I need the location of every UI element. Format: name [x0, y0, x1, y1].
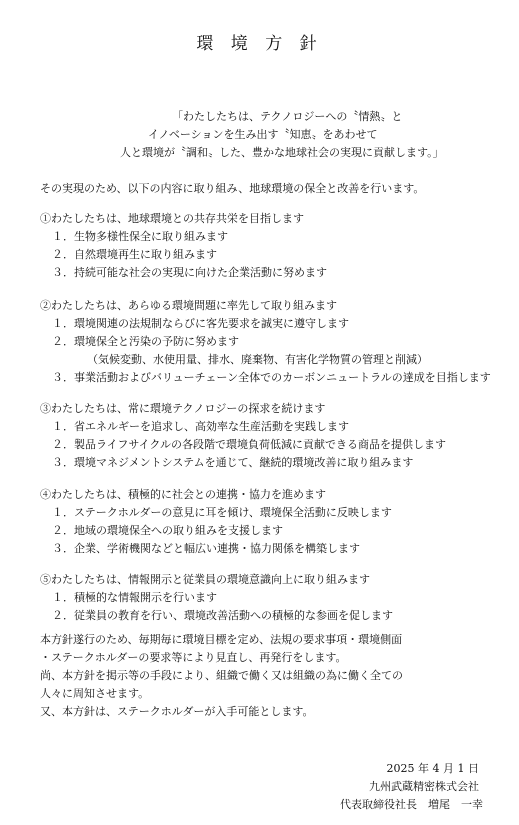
- motto-line-3: 人と環境が〝調和〟した、豊かな地球社会の実現に貢献します。」: [120, 146, 444, 159]
- issue-date: 2025 年 4 月 1 日: [386, 762, 479, 775]
- section-item: ３．持続可能な社会の実現に向けた企業活動に努めます: [52, 266, 327, 279]
- section-item: １．ステークホルダーの意見に耳を傾け、環境保全活動に反映します: [52, 506, 392, 519]
- closing-statement: [40, 631, 403, 721]
- section-item: １．生物多様性保全に取り組みます: [52, 230, 228, 243]
- page-title: 環 境 方 針: [196, 34, 323, 54]
- closing-line: 尚、本方針を掲示等の手段により、組織で働く又は組織の為に働く全ての: [40, 669, 403, 682]
- section-item: １．省エネルギーを追求し、高効率な生産活動を実践します: [52, 420, 349, 433]
- motto-line-1: 「わたしたちは、テクノロジーへの〝情熱〟と: [172, 110, 403, 123]
- policy-section-3: [40, 400, 446, 472]
- section-heading: ①わたしたちは、地球環境との共存共栄を目指します: [40, 212, 304, 225]
- section-item: １．積極的な情報開示を行います: [52, 591, 217, 604]
- section-item: ３．事業活動およびバリューチェーン全体でのカーボンニュートラルの達成を目指します: [52, 371, 491, 384]
- section-item: ３．企業、学術機関などと幅広い連携・協力関係を構築します: [52, 542, 360, 555]
- closing-line: 又、本方針は、ステークホルダーが入手可能とします。: [40, 705, 314, 718]
- section-item-note: （気候変動、水使用量、排水、廃棄物、有害化学物質の管理と削減）: [87, 353, 428, 366]
- section-item: ３．環境マネジメントシステムを通じて、継続的環境改善に取り組みます: [52, 456, 414, 469]
- policy-section-1: [40, 210, 327, 282]
- section-heading: ④わたしたちは、積極的に社会との連携・協力を進めます: [40, 488, 326, 501]
- section-heading: ⑤わたしたちは、情報開示と従業員の環境意識向上に取り組みます: [40, 573, 370, 586]
- motto-line-2: イノベーションを生み出す〝知恵〟をあわせて: [148, 128, 378, 141]
- closing-line: 本方針遂行のため、毎期毎に環境目標を定め、法規の要求事項・環境側面: [40, 633, 403, 646]
- section-heading: ②わたしたちは、あらゆる環境問題に率先して取り組みます: [40, 299, 337, 312]
- closing-line: 人々に周知させます。: [40, 687, 150, 700]
- section-item: ２．地域の環境保全への取り組みを支援します: [52, 524, 283, 537]
- signature-block: [340, 760, 483, 814]
- policy-section-4: [40, 486, 392, 558]
- section-heading: ③わたしたちは、常に環境テクノロジーの探求を続けます: [40, 402, 326, 415]
- section-item: ２．自然環境再生に取り組みます: [52, 248, 217, 261]
- policy-section-5: [40, 571, 393, 625]
- section-item: ２．環境保全と汚染の予防に努めます: [52, 335, 239, 348]
- closing-line: ・ステークホルダーの要求等により見直し、再発行をします。: [40, 651, 347, 664]
- representative-name: 代表取締役社長 増尾 一幸: [340, 798, 483, 811]
- company-name: 九州武蔵精密株式会社: [369, 780, 479, 793]
- intro-text: その実現のため、以下の内容に取り組み、地球環境の保全と改善を行います。: [40, 182, 425, 195]
- policy-section-2: [40, 297, 491, 387]
- section-item: １．環境関連の法規制ならびに客先要求を誠実に遵守します: [52, 317, 349, 330]
- section-item: ２．従業員の教育を行い、環境改善活動への積極的な参画を促します: [52, 609, 393, 622]
- section-item: ２．製品ライフサイクルの各段階で環境負荷低減に貢献できる商品を提供します: [52, 438, 447, 451]
- policy-motto: [120, 108, 510, 162]
